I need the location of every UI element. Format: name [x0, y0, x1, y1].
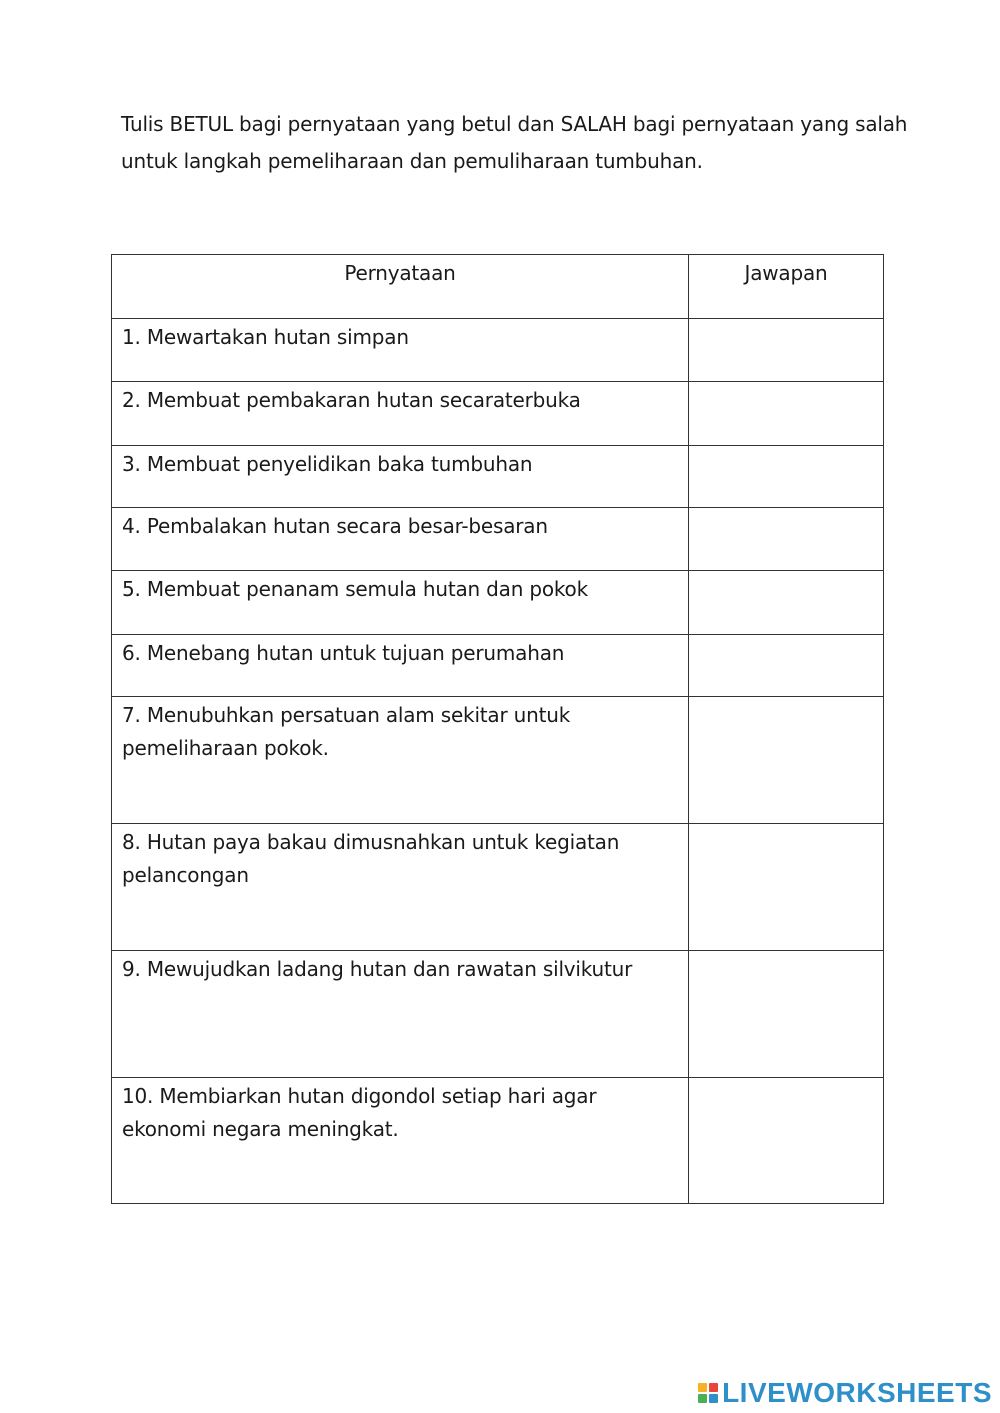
table-row: [112, 697, 884, 824]
statement-table: [111, 254, 884, 1204]
statement-cell: 10. Membiarkan hutan digondol setiap hari agar ekonomi negara meningkat.: [112, 1078, 689, 1204]
table-row: [112, 635, 884, 697]
liveworksheets-logo: [698, 1377, 992, 1409]
instructions-text: Tulis BETUL bagi pernyataan yang betul dan SALAH bagi pernyataan yang salah untuk langkah pemeliharaan dan pemuliharaan tumbuhan.: [121, 112, 908, 173]
answer-cell[interactable]: [689, 319, 884, 382]
answer-cell[interactable]: [689, 571, 884, 635]
logo-square: [698, 1394, 707, 1403]
table-row: [112, 824, 884, 951]
statement-cell: 5. Membuat penanam semula hutan dan pokok: [112, 571, 689, 635]
table-row: [112, 319, 884, 382]
statement-cell: 2. Membuat pembakaran hutan secaraterbuka: [112, 382, 689, 446]
answer-cell[interactable]: [689, 446, 884, 508]
statement-cell: 3. Membuat penyelidikan baka tumbuhan: [112, 446, 689, 508]
table-row: [112, 508, 884, 571]
answer-cell[interactable]: [689, 508, 884, 571]
statement-cell: 6. Menebang hutan untuk tujuan perumahan: [112, 635, 689, 697]
answer-cell[interactable]: [689, 951, 884, 1078]
logo-square: [709, 1383, 718, 1392]
answer-cell[interactable]: [689, 697, 884, 824]
statement-cell: 8. Hutan paya bakau dimusnahkan untuk kegiatan pelancongan: [112, 824, 689, 951]
answer-cell[interactable]: [689, 824, 884, 951]
logo-square: [698, 1383, 707, 1392]
brand-name: LIVEWORKSHEETS: [722, 1377, 992, 1408]
table-row: [112, 1078, 884, 1204]
header-statement: Pernyataan: [112, 255, 689, 319]
liveworksheets-logo-icon: [698, 1383, 718, 1403]
table-header-row: [112, 255, 884, 319]
header-answer: Jawapan: [689, 255, 884, 319]
table-row: [112, 446, 884, 508]
table-row: [112, 382, 884, 446]
table-row: [112, 571, 884, 635]
statement-cell: 9. Mewujudkan ladang hutan dan rawatan silvikutur: [112, 951, 689, 1078]
answer-cell[interactable]: [689, 382, 884, 446]
statement-cell: 4. Pembalakan hutan secara besar-besaran: [112, 508, 689, 571]
logo-square: [709, 1394, 718, 1403]
answer-cell[interactable]: [689, 635, 884, 697]
answer-cell[interactable]: [689, 1078, 884, 1204]
statement-cell: 7. Menubuhkan persatuan alam sekitar untuk pemeliharaan pokok.: [112, 697, 689, 824]
table-row: [112, 951, 884, 1078]
statement-cell: 1. Mewartakan hutan simpan: [112, 319, 689, 382]
